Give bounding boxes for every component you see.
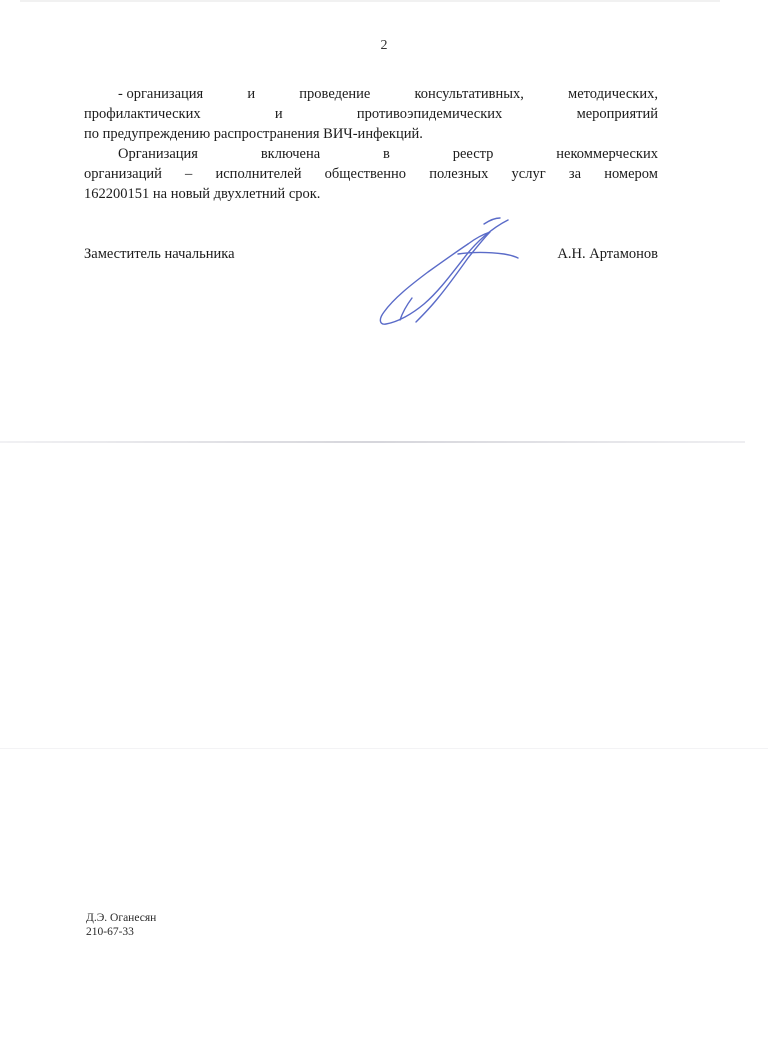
fold-line xyxy=(0,441,745,443)
word: реестр xyxy=(452,146,494,162)
handwritten-signature xyxy=(372,214,522,332)
paragraph-line xyxy=(84,164,658,184)
word: – xyxy=(185,166,193,182)
signatory-name: А.Н. Артамонов xyxy=(557,246,658,262)
word: проведение xyxy=(299,86,371,102)
word: организаций xyxy=(84,166,162,182)
word: - организация xyxy=(118,86,204,102)
paragraph-line: 162200151 на новый двухлетний срок. xyxy=(84,186,321,202)
word: номером xyxy=(604,166,658,182)
word: некоммерческих xyxy=(556,146,658,162)
word: в xyxy=(383,146,390,162)
word: и xyxy=(274,106,283,122)
executor-phone: 210-67-33 xyxy=(86,926,134,938)
paragraph-activities xyxy=(84,84,658,144)
word: услуг xyxy=(511,166,546,182)
paragraph-line xyxy=(84,84,658,104)
word: общественно xyxy=(324,166,406,182)
word: включена xyxy=(260,146,321,162)
word: исполнителей xyxy=(215,166,302,182)
word: мероприятий xyxy=(576,106,658,122)
scan-edge xyxy=(20,0,720,2)
word: и xyxy=(247,86,256,102)
word: консультативных, xyxy=(414,86,524,102)
page-number: 2 xyxy=(380,38,388,53)
word: полезных xyxy=(429,166,489,182)
signature-block xyxy=(84,244,658,266)
paragraph-registry xyxy=(84,144,658,204)
executor-name: Д.Э. Оганесян xyxy=(86,912,157,924)
word: профилактических xyxy=(84,106,201,122)
word: методических, xyxy=(568,86,658,102)
paragraph-line xyxy=(84,144,658,164)
fold-line xyxy=(0,748,768,749)
paragraph-line: по предупреждению распространения ВИЧ-инфекций. xyxy=(84,126,423,142)
paragraph-line xyxy=(84,104,658,124)
word: за xyxy=(568,166,582,182)
signatory-position: Заместитель начальника xyxy=(84,246,235,262)
word: противоэпидемических xyxy=(356,106,503,122)
word: Организация xyxy=(118,146,198,162)
executor-info xyxy=(86,911,156,939)
